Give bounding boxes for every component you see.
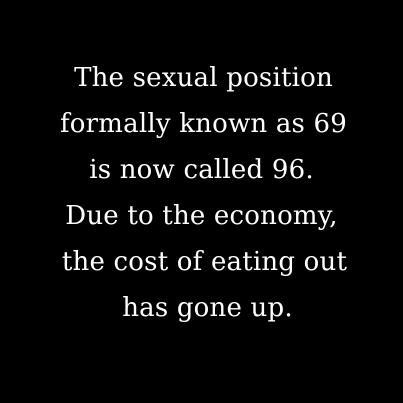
- joke-line-1: The sexual position: [74, 63, 333, 93]
- joke-line-4: Due to the economy,: [65, 201, 338, 231]
- joke-line-3: is now called 96.: [89, 155, 314, 185]
- joke-line-5: the cost of eating out: [61, 247, 348, 277]
- joke-line-6: has gone up.: [122, 293, 293, 323]
- joke-line-2: formally known as 69: [59, 109, 348, 139]
- joke-text: [0, 55, 403, 331]
